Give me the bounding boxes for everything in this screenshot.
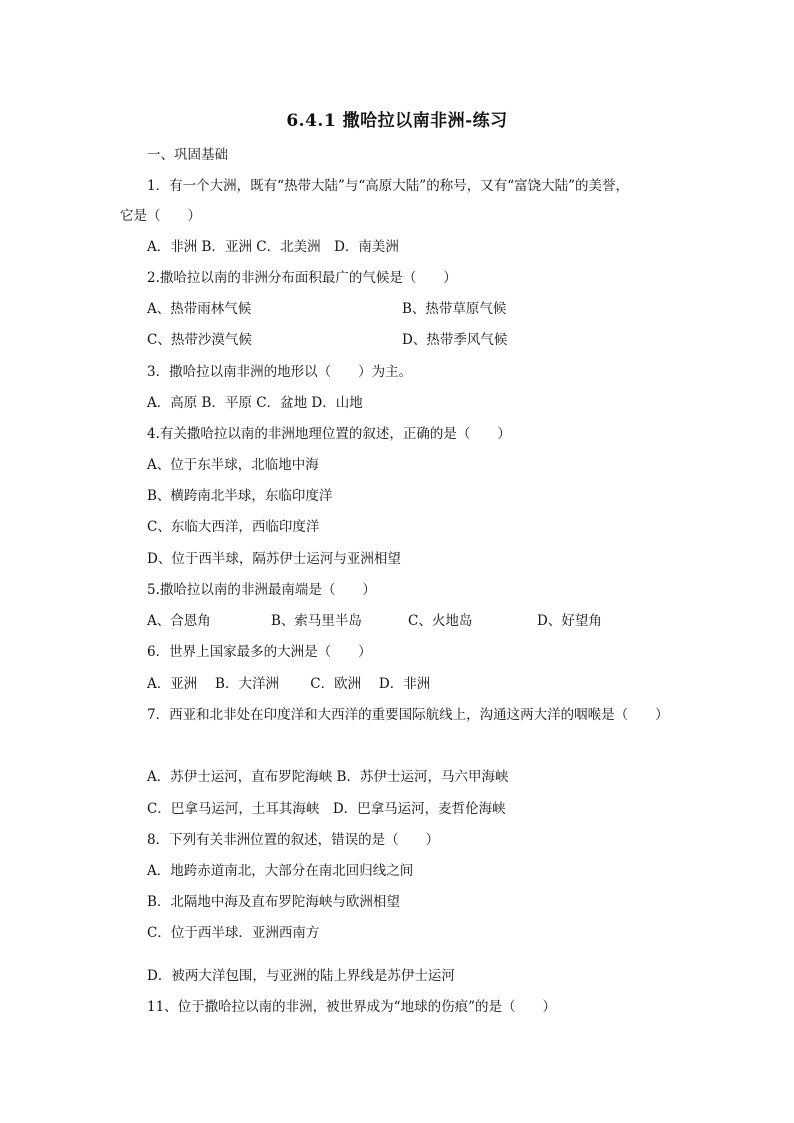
q3-options: A．高原 B．平原 C．盆地 D．山地	[147, 395, 363, 411]
q4-stem: 4.有关撒哈拉以南的非洲地理位置的叙述，正确的是（ ）	[147, 426, 511, 442]
q3-stem: 3．撒哈拉以南非洲的地形以（ ）为主。	[147, 364, 413, 380]
q2-option-b: B、热带草原气候	[402, 301, 507, 317]
q5-option-b: B、索马里半岛	[271, 613, 362, 629]
q4-option-a: A、位于东半球，北临地中海	[147, 457, 319, 473]
q1-stem-line1: 1．有一个大洲，既有“热带大陆”与“高原大陆”的称号，又有“富饶大陆”的美誉，	[147, 178, 629, 194]
q4-option-b: B、横跨南北半球，东临印度洋	[147, 488, 333, 504]
q4-option-c: C、东临大西洋，西临印度洋	[147, 519, 320, 535]
q5-option-d: D、好望角	[537, 613, 602, 629]
q8-option-c: C．位于西半球．亚洲西南方	[147, 925, 320, 941]
q2-option-c: C、热带沙漠气候	[147, 332, 252, 348]
q8-option-d: D．被两大洋包围，与亚洲的陆上界线是苏伊士运河	[147, 968, 455, 984]
q8-option-a: A．地跨赤道南北，大部分在南北回归线之间	[147, 863, 414, 879]
q5-option-a: A、合恩角	[147, 613, 211, 629]
q5-stem: 5.撒哈拉以南的非洲最南端是（ ）	[147, 582, 376, 598]
q2-stem: 2.撒哈拉以南的非洲分布面积最广的气候是（ ）	[147, 270, 457, 286]
q8-stem: 8．下列有关非洲位置的叙述，错误的是（ ）	[147, 832, 440, 848]
q2-option-d: D、热带季风气候	[402, 332, 508, 348]
q1-options: A．非洲 B．亚洲 C．北美洲 D．南美洲	[147, 239, 399, 255]
q11-stem: 11、位于撒哈拉以南的非洲，被世界成为“地球的伤痕”的是（ ）	[147, 999, 556, 1015]
q7-stem: 7．西亚和北非处在印度洋和大西洋的重要国际航线上，沟通这两大洋的咽喉是（ ）	[147, 707, 669, 723]
q5-option-c: C、火地岛	[408, 613, 473, 629]
document-title: 6.4.1 撒哈拉以南非洲-练习	[286, 111, 508, 131]
q6-stem: 6．世界上国家最多的大洲是（ ）	[147, 644, 372, 660]
q4-option-d: D、位于西半球，隔苏伊士运河与亚洲相望	[147, 551, 401, 567]
q1-stem-line2: 它是（ ）	[120, 208, 201, 224]
q6-options: A．亚洲 B．大洋洲 C．欧洲 D．非洲	[147, 676, 431, 692]
q8-option-b: B．北隔地中海及直布罗陀海峡与欧洲相望	[147, 894, 400, 910]
q7-options-row1: A．苏伊士运河，直布罗陀海峡 B．苏伊士运河，马六甲海峡	[147, 769, 509, 785]
q2-option-a: A、热带雨林气候	[147, 301, 252, 317]
section-heading: 一、巩固基础	[147, 147, 228, 163]
q7-options-row2: C．巴拿马运河，土耳其海峡 D．巴拿马运河，麦哲伦海峡	[147, 801, 506, 817]
